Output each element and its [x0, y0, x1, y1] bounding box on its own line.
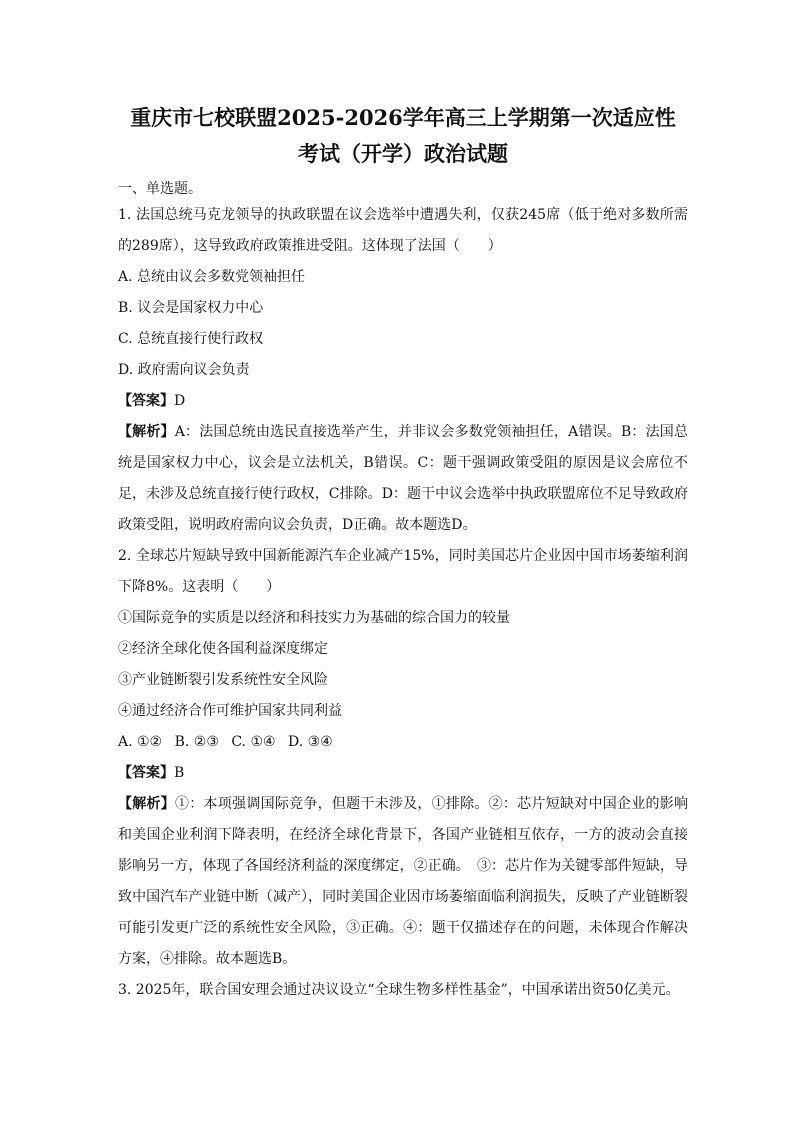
question-stem: 3. 2025年，联合国安理会通过决议设立“全球生物多样性基金”，中国承诺出资50亿美元。 — [118, 982, 680, 998]
option-d: D. 政府需向议会负责 — [118, 362, 250, 378]
analysis-block — [118, 789, 688, 975]
choices-row — [118, 727, 688, 758]
question-stem: 2. 全球芯片短缺导致中国新能源汽车企业减产15%，同时美国芯片企业因中国市场萎缩利润下降8%。这表明（ ） — [118, 548, 688, 595]
choice-d: D. ③④ — [288, 734, 333, 750]
answer-line — [118, 758, 688, 789]
answer-line — [118, 386, 688, 417]
statement-2: ②经济全球化使各国利益深度绑定 — [118, 641, 328, 657]
option-c: C. 总统直接行使行政权 — [118, 331, 264, 347]
document-page — [118, 100, 688, 1006]
statement-3: ③产业链断裂引发系统性安全风险 — [118, 672, 328, 688]
section-heading: 一、单选题。 — [118, 181, 202, 197]
answer-label: 【答案】 — [118, 393, 174, 409]
analysis-block — [118, 417, 688, 541]
statement-1: ①国际竞争的实质是以经济和科技实力为基础的综合国力的较量 — [118, 610, 510, 626]
answer-value: D — [174, 393, 186, 409]
choice-b: B. ②③ — [174, 734, 219, 750]
answer-value: B — [174, 765, 185, 781]
analysis-text: ①：本项强调国际竞争，但题干未涉及，①排除。②：芯片短缺对中国企业的影响和美国企业利润下降表明，在经济全球化背景下，各国产业链相互依存，一方的波动会直接影响另一方，体现了各国经济利益的深度绑定，②正确。 ③：芯片作为关键零部件短缺，导致中国汽车产业链中断（减产），同时美国企业因市场萎缩面临利润损失，反映了产业链断裂可能引发更广泛的系统性安全风险，③正确。④：题干仅描述存在的问题，未体现合作解决方案，④排除。故本题选B。 — [118, 796, 689, 967]
question-3 — [118, 975, 688, 1006]
answer-label: 【答案】 — [118, 765, 174, 781]
choice-c: C. ①④ — [231, 734, 276, 750]
title-line-2: 考试（开学）政治试题 — [298, 141, 508, 166]
question-1 — [118, 200, 688, 541]
document-title — [113, 100, 693, 172]
analysis-label: 【解析】 — [118, 796, 176, 812]
analysis-label: 【解析】 — [118, 424, 175, 440]
choice-a: A. ①② — [118, 734, 163, 750]
option-b: B. 议会是国家权力中心 — [118, 300, 264, 316]
title-line-1: 重庆市七校联盟2025-2026学年高三上学期第一次适应性 — [130, 105, 676, 130]
analysis-text: A：法国总统由选民直接选举产生，并非议会多数党领袖担任，A错误。B：法国总统是国家权力中心，议会是立法机关，B错误。C：题干强调政策受阻的原因是议会席位不足，未涉及总统直接行使行政权，C排除。D：题干中议会选举中执政联盟席位不足导致政府政策受阻，说明政府需向议会负责，D正确。故本题选D。 — [118, 424, 688, 533]
question-2 — [118, 541, 688, 975]
statement-4: ④通过经济合作可维护国家共同利益 — [118, 703, 342, 719]
question-stem: 1. 法国总统马克龙领导的执政联盟在议会选举中遭遇失利，仅获245席（低于绝对多数所需的289席），这导致政府政策推进受阻。这体现了法国（ ） — [118, 207, 688, 254]
option-a: A. 总统由议会多数党领袖担任 — [118, 269, 306, 285]
